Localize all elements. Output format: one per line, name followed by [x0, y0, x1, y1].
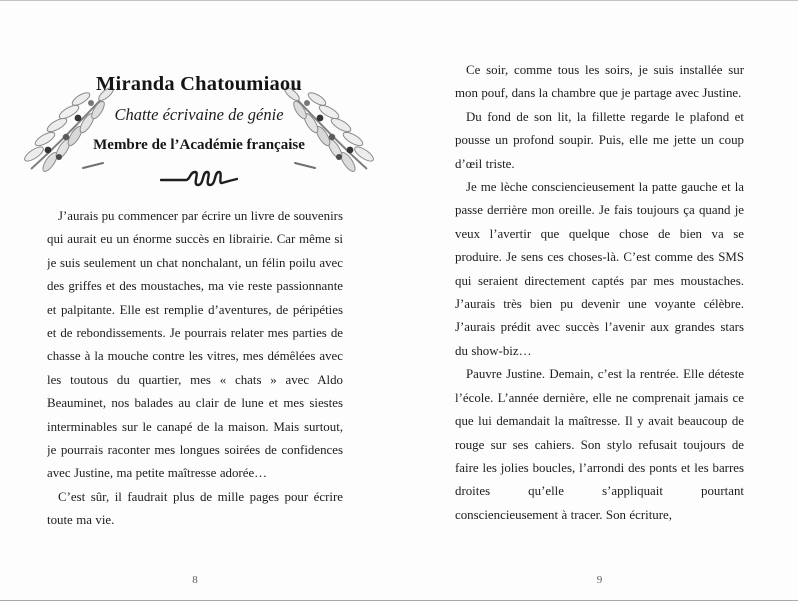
page-body-left — [47, 205, 343, 562]
page-number-left: 8 — [192, 574, 198, 586]
paragraph: Je me lèche consciencieusement la patte gauche et la passe derrière mon oreille. Je fais toujours ça quand je veux l’avertir que quelque chose de bien va se produire. Je sens ces choses-là. C’est comme des SMS qui seraient directement captés par mes moustaches. J’aurais très bien pu devenir une voyante célèbre. J’aurais prédit avec succès l’avenir aux grandes stars du show-biz… — [455, 180, 744, 358]
paragraph: Ce soir, comme tous les soirs, je suis installée sur mon pouf, dans la chambre que je partage avec Justine. — [455, 63, 744, 101]
author-subtitle: Chatte écrivaine de génie — [114, 105, 284, 124]
author-affiliation: Membre de l’Académie française — [93, 137, 305, 153]
author-title: Miranda Chatoumiaou — [96, 73, 302, 95]
page-right — [455, 1, 744, 600]
paragraph: J’aurais pu commencer par écrire un livre de souvenirs qui aurait eu un énorme succès en librairie. Car même si je suis seulement un chat nonchalant, un félin poilu avec des griffes et des moustaches, ma vie reste passionnante et palpitante. Elle est remplie d’aventures, de péripéties et de rebondissements. Je pourrais relater mes parties de chasse à la mouche contre les vitres, mes démêlées avec les toutous du quartier, mes « chats » avec Aldo Beauminet, nos balades au clair de lune et mes siestes interminables sur le canapé de la maison. Mais surtout, je pourrais raconter mes longues soirées de confidences avec Justine, ma petite maîtresse adorée… — [47, 209, 343, 481]
paragraph: Pauvre Justine. Demain, c’est la rentrée. Elle déteste l’école. L’année dernière, elle ne comprenait jamais ce que lui demandait la maîtresse. Il y avait beaucoup de rouge sur ses cahiers. Son stylo refusait toujours de faire les jolies boucles, l’arrondi des ponts et les barres droites qu’elle s’appliquait pourtant consciencieusement à tracer. Son écriture, — [455, 367, 744, 522]
paragraph: C’est sûr, il faudrait plus de mille pages pour écrire toute ma vie. — [47, 489, 343, 528]
olive-branch-right-icon — [283, 85, 375, 177]
page-number-right: 9 — [596, 574, 603, 586]
olive-branch-left-icon — [23, 85, 115, 177]
page-left — [47, 1, 343, 600]
paragraph: Du fond de son lit, la fillette regarde le plafond et pousse un profond soupir. Puis, elle me jette un coup d’œil triste. — [455, 109, 744, 171]
page-body-right — [455, 59, 744, 562]
squiggle-divider-icon — [160, 169, 238, 189]
